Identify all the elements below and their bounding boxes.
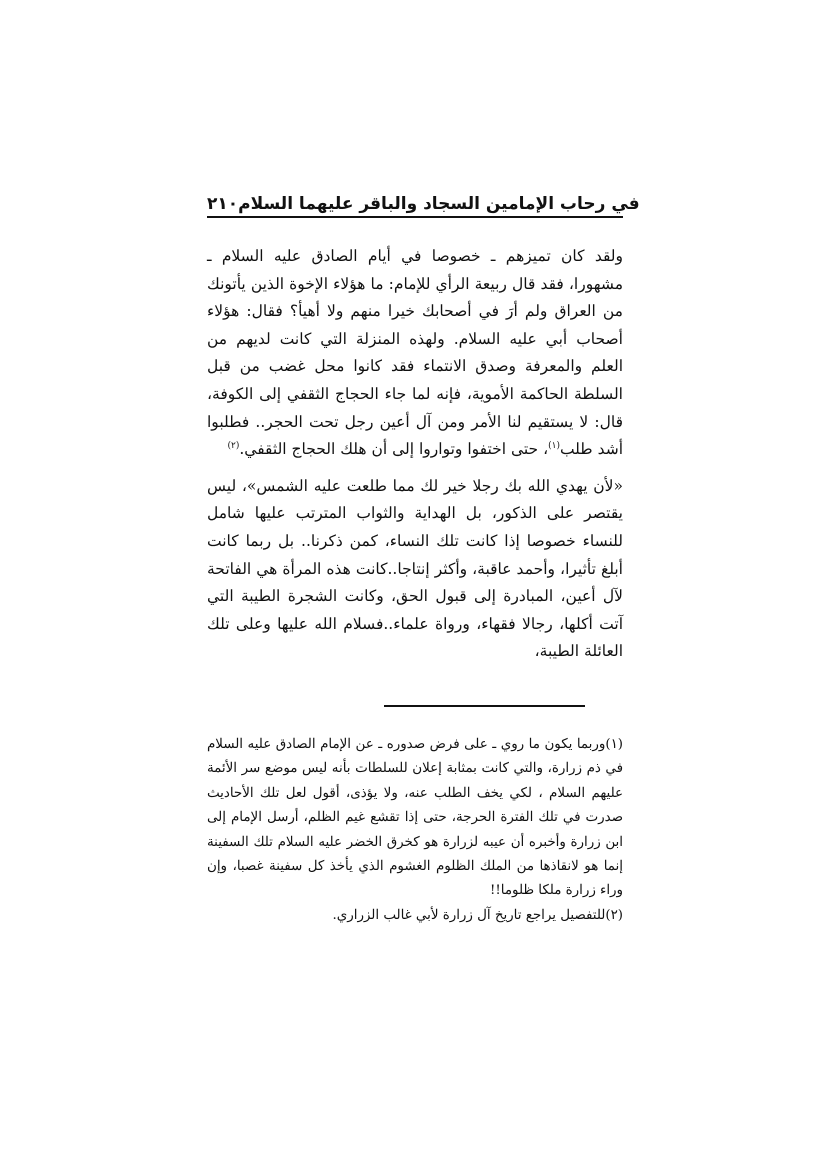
footnote-1: (١)وربما يكون ما روي ـ على فرض صدوره ـ عن الإمام الصادق عليه السلام في ذم زرارة، والتي كانت بمثابة إعلان للسلطات بأنه ليس موضع سر الأئمة عليهم السلام ، لكي يخف الطلب عنه، ولا يؤذى، أقول لعل تلك الأحاديث صدرت في تلك الفترة الحرجة، حتى إذا تقشع غيم الظلم، أرسل الإمام إلى ابن زرارة وأخبره أن عيبه لزرارة هو كخرق الخضر عليه السلام تلك السفينة إنما هو لانقاذها من الملك الظلوم الغشوم الذي يأخذ كل سفينة غصبا، وإن وراء زرارة ملكا ظلوما!! [207,737,623,899]
running-header [207,180,640,214]
page-number: ٢١٠ [207,194,239,214]
paragraph-2: «لأن يهدي الله بك رجلا خير لك مما طلعت عليه الشمس»، ليس يقتصر على الذكور، بل الهداية والثواب المترتب عليها شامل للنساء خصوصا إذا كانت تلك النساء، كمن ذكرنا.. بل ربما كانت أبلغ تأثيرا، وأحمد عاقبة، وأكثر إنتاجا..كانت هذه المرأة هي الفاتحة لآل أعين، المبادرة إلى قبول الحق، وكانت الشجرة الطيبة التي آتت أكلها، رجالا فقهاء، ورواة علماء..فسلام الله عليها وعلى تلك العائلة الطيبة، [207,476,623,661]
footnotes [207,733,623,928]
paragraph-1-tail: ، حتى اختفوا وتواروا إلى أن هلك الحجاج الثقفي. [239,440,549,459]
footnote-ref-2: (٢) [227,441,240,451]
footnote-ref-1: (١) [548,441,560,451]
header-divider [207,216,623,218]
footnote-divider [384,705,585,707]
paragraph-1-main: ولقد كان تميزهم ـ خصوصا في أيام الصادق عليه السلام ـ مشهورا، فقد قال ربيعة الرأي للإمام: ما هؤلاء الإخوة الذين يأتونك من العراق ولم أرَ في أصحابك خيرا منهم ولا أهيأ؟ فقال: هؤلاء أصحاب أبي عليه السلام. ولهذه المنزلة التي كانت لديهم من العلم والمعرفة وصدق الانتماء فقد كانوا محل غضب من قبل السلطة الحاكمة الأموية، فإنه لما جاء الحجاج الثقفي إلى الكوفة، قال: لا يستقيم لنا الأمر ومن آل أعين رجل تحت الحجر.. فطلبوا أشد طلب [207,247,623,459]
paragraph-1 [207,243,623,464]
main-text [207,243,623,666]
running-title: في رحاب الإمامين السجاد والباقر عليهما السلام [238,194,640,214]
footnote-2: (٢)للتفصيل يراجع تاريخ آل زرارة لأبي غالب الزراري. [332,907,623,923]
